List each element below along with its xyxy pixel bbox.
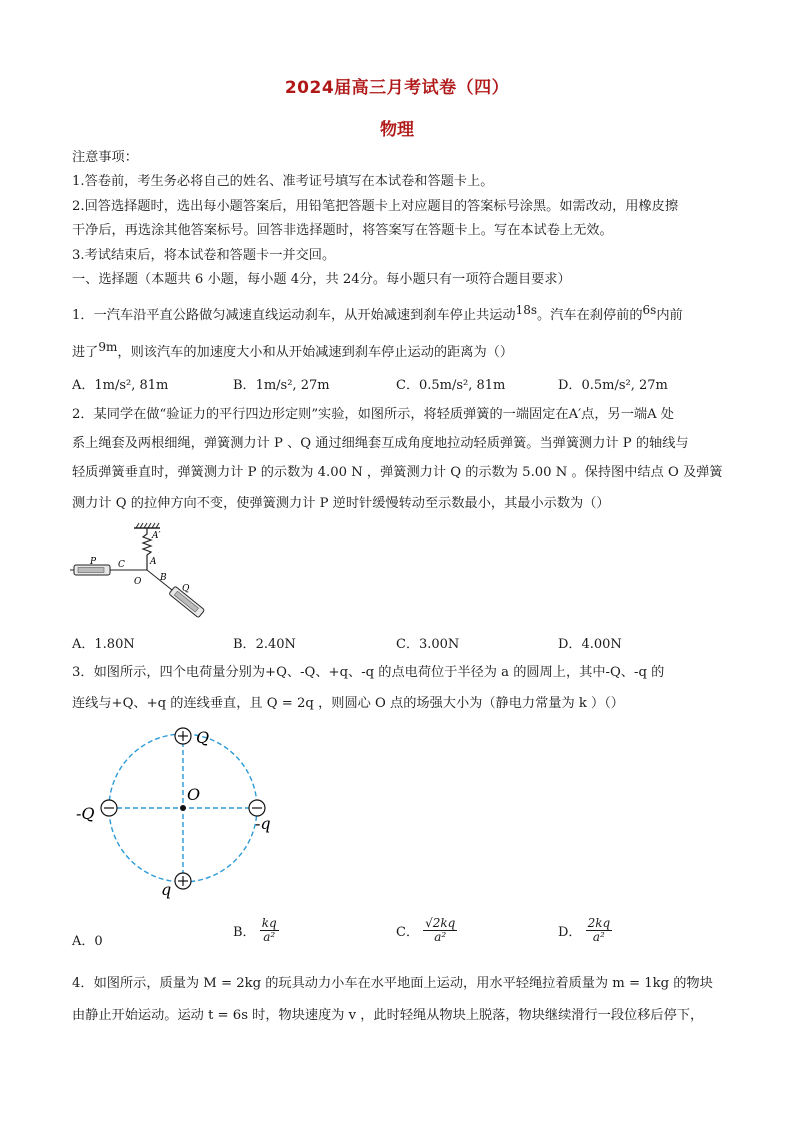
label-c: C (118, 560, 125, 570)
q1-option-c[interactable]: C．0.5m/s², 81m (396, 378, 506, 393)
q1-time: 18s (515, 303, 538, 317)
q3-option-c[interactable]: C． $\frac{√2kq}{\text{a²}}$ (396, 916, 456, 944)
label-bottom: q (161, 880, 172, 899)
q1-time-2: 6s (642, 303, 657, 317)
q1-text: 1．一汽车沿平直公路做匀减速直线运动刹车，从开始减速到刹车停止共运动 (72, 308, 516, 323)
label-a-prime: A′ (152, 531, 161, 541)
notes-heading: 注意事项： (72, 150, 138, 165)
q2-option-b[interactable]: B．2.40N (233, 637, 296, 652)
fraction-denominator: a² (434, 930, 447, 944)
q2-line: 测力计 Q 的拉伸方向不变，使弹簧测力计 P 逆时针缓慢转动至示数最小，其最小示数为（） (72, 496, 610, 511)
label-p: P (90, 557, 97, 567)
q4-line: 由静止开始运动。运动 t = 6s 时，物块速度为 v ，此时轻绳从物块上脱落，物块继续滑行一段位移后停下， (72, 1008, 704, 1023)
q3-option-b[interactable]: B． $\frac{kq}{\text{a²}}$ (233, 916, 277, 944)
charge-plus-small-q (175, 873, 191, 889)
q1-distance: 9m (98, 340, 118, 354)
q1-text: ，则该汽车的加速度大小和从开始减速到刹车停止运动的距离为（） (117, 345, 514, 360)
label-b: B (160, 573, 167, 583)
q1-text: 。汽车在刹停前的 (537, 308, 643, 323)
q3-option-d[interactable]: D． $\frac{2kq}{\text{a²}}$ (558, 916, 611, 944)
q3-line: 3．如图所示，四个电荷量分别为+Q、-Q、+q、-q 的点电荷位于半径为 a 的圆周上，其中-Q、-q 的 (72, 665, 665, 680)
q2-option-d[interactable]: D．4.00N (558, 637, 622, 652)
fraction-numerator: √2kq (425, 916, 456, 930)
label-o: O (134, 577, 142, 587)
label-o: O (187, 785, 201, 804)
charge-minus-q (101, 800, 117, 816)
q1-text: 内前 (656, 308, 683, 323)
note-item: 1.答卷前，考生务必将自己的姓名、准考证号填写在本试卷和答题卡上。 (72, 174, 494, 189)
q1-option-a[interactable]: A．1m/s², 81m (72, 378, 169, 393)
fraction-numerator: kq (261, 916, 277, 930)
label-top: Q (196, 728, 210, 747)
q3-figure (70, 722, 285, 904)
section-heading: 一、选择题（本题共 6 小题，每小题 4分，共 24分。每小题只有一项符合题目要求） (72, 272, 571, 287)
label-left: -Q (76, 804, 95, 823)
label-q: Q (182, 584, 190, 594)
exam-title: 2024届高三月考试卷（四） (284, 78, 510, 98)
q2-option-c[interactable]: C．3.00N (396, 637, 460, 652)
note-item: 3.考试结束后，将本试卷和答题卡一并交回。 (72, 248, 336, 263)
q2-option-a[interactable]: A．1.80N (72, 637, 135, 652)
q2-figure (68, 520, 228, 625)
charge-plus-q (175, 728, 191, 744)
q2-line: 轻质弹簧垂直时，弹簧测力计 P 的示数为 4.00 N ，弹簧测力计 Q 的示数为 5.00 N 。保持图中结点 O 及弹簧 (72, 465, 723, 480)
note-item: 2.回答选择题时，选出每小题答案后，用铅笔把答题卡上对应题目的答案标号涂黑。如需改动，用橡皮擦 (72, 199, 679, 214)
q1-option-b[interactable]: B．1m/s², 27m (233, 378, 330, 393)
q1-line-2 (72, 340, 514, 361)
note-item: 干净后，再选涂其他答案标号。回答非选择题时，将答案写在答题卡上。写在本试卷上无效。 (72, 223, 613, 238)
fraction-numerator: 2kq (587, 916, 611, 930)
label-a: A (150, 557, 157, 567)
q1-line-1 (72, 303, 683, 324)
fraction-denominator: a² (263, 930, 276, 944)
q1-text: 进了 (72, 345, 99, 360)
center-point (180, 805, 186, 811)
fraction-denominator: a² (592, 930, 605, 944)
q3-option-a[interactable]: A．0 (72, 934, 103, 949)
q1-option-d[interactable]: D．0.5m/s², 27m (558, 378, 668, 393)
label-right: -q (255, 814, 271, 833)
subject-title: 物理 (380, 120, 414, 140)
q3-line: 连线与+Q、+q 的连线垂直，且 Q = 2q ，则圆心 O 点的场强大小为（静电力常量为 k ）（） (72, 696, 624, 711)
q4-line: 4．如图所示，质量为 M = 2kg 的玩具动力小车在水平地面上运动，用水平轻绳拉着质量为 m = 1kg 的物块 (72, 976, 713, 991)
q2-line: 系上绳套及两根细绳，弹簧测力计 P 、Q 通过细绳套互成角度地拉动轻质弹簧。当弹簧测力计 P 的轴线与 (72, 436, 689, 451)
q2-line: 2．某同学在做“验证力的平行四边形定则”实验，如图所示，将轻质弹簧的一端固定在A′点，另一端A 处 (72, 407, 674, 422)
